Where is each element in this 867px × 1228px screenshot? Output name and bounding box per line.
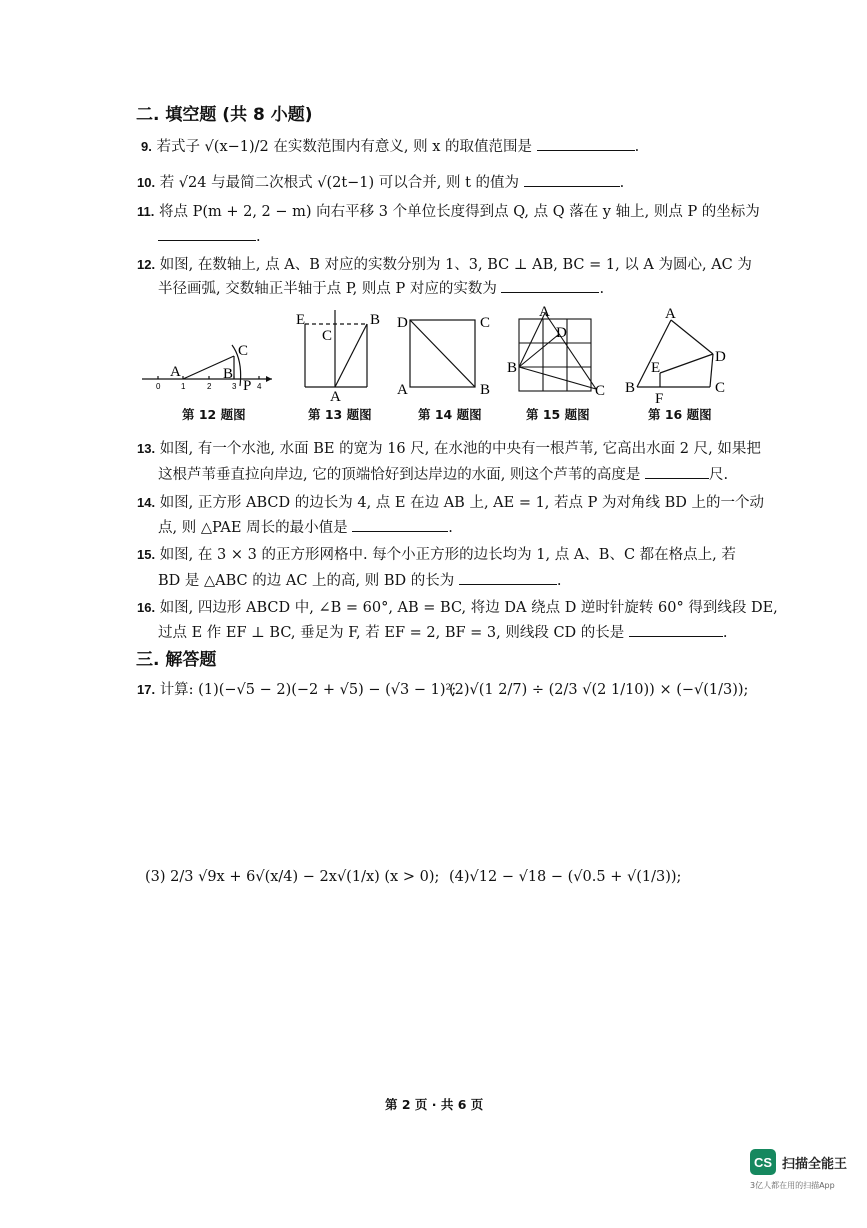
- label-C: C: [595, 383, 606, 399]
- answer-blank[interactable]: [537, 136, 635, 151]
- answer-blank[interactable]: [501, 278, 599, 293]
- label-D: D: [715, 349, 726, 365]
- label-F: F: [655, 391, 664, 405]
- answer-blank[interactable]: [158, 226, 256, 241]
- caption-figure-14: 第 14 题图: [418, 407, 482, 422]
- label-D: D: [556, 325, 567, 341]
- watermark-name: 扫描全能王: [782, 1156, 848, 1172]
- question-16-line2: 过点 E 作 EF ⊥ BC, 垂足为 F, 若 EF = 2, BF = 3, 则线段 CD 的长是 .: [158, 622, 728, 642]
- question-11-line2: .: [158, 226, 261, 246]
- question-number: 11.: [137, 204, 155, 219]
- figure-12: [142, 345, 272, 386]
- caption-figure-15: 第 15 题图: [526, 407, 590, 422]
- label-B: B: [480, 382, 491, 398]
- question-text: 如图, 在 3 × 3 的正方形网格中. 每个小正方形的边长均为 1, 点 A、B、C 都在格点上, 若: [159, 547, 736, 563]
- question-15-line2: BD 是 △ABC 的边 AC 上的高, 则 BD 的长为 .: [158, 570, 561, 590]
- label-E: E: [296, 312, 306, 328]
- question-text: 若式子 √(x−1)/2 在实数范围内有意义, 则 x 的取值范围是: [156, 139, 532, 155]
- camscanner-logo-icon: CS: [750, 1149, 776, 1175]
- question-17-part-2: (2)√(1 2/7) ÷ (2/3 √(2 1/10)) × (−√(1/3));: [449, 682, 749, 698]
- watermark-tagline: 3亿人都在用的扫描App: [750, 1181, 835, 1190]
- tick-3: 3: [232, 382, 237, 391]
- question-number: 9.: [141, 139, 152, 154]
- question-14-line2: 点, 则 △PAE 周长的最小值是 .: [158, 517, 453, 537]
- question-number: 15.: [137, 547, 156, 562]
- caption-figure-13: 第 13 题图: [308, 407, 372, 422]
- question-10: 10. 若 √24 与最简二次根式 √(2t−1) 可以合并, 则 t 的值为 .: [137, 172, 624, 192]
- tick-4: 4: [257, 382, 262, 391]
- question-17: [137, 681, 456, 699]
- caption-figure-12: 第 12 题图: [182, 407, 246, 422]
- question-13: [137, 440, 761, 458]
- question-text: 若 √24 与最简二次根式 √(2t−1) 可以合并, 则 t 的值为: [159, 175, 520, 191]
- question-text: 如图, 正方形 ABCD 的边长为 4, 点 E 在边 AB 上, AE = 1, 若点 P 为对角线 BD 上的一个动: [159, 495, 764, 511]
- question-number: 14.: [137, 495, 156, 510]
- label-D: D: [397, 315, 408, 331]
- question-number: 12.: [137, 257, 156, 272]
- label-A: A: [665, 306, 676, 322]
- question-12-line2: 半径画弧, 交数轴正半轴于点 P, 则点 P 对应的实数为 .: [158, 278, 604, 298]
- question-number: 17.: [137, 682, 156, 697]
- label-B: B: [370, 312, 381, 328]
- question-15: [137, 546, 736, 564]
- section-title-solutions: 三. 解答题: [136, 650, 217, 670]
- question-number: 10.: [137, 175, 156, 190]
- label-B: B: [507, 360, 518, 376]
- label-C: C: [238, 343, 249, 359]
- question-17-part-3: (3) 2/3 √9x + 6√(x/4) − 2x√(1/x) (x > 0);: [145, 869, 440, 885]
- question-text: 如图, 四边形 ABCD 中, ∠B = 60°, AB = BC, 将边 DA 绕点 D 逆时针旋转 60° 得到线段 DE,: [159, 600, 778, 616]
- question-9: 9. 若式子 √(x−1)/2 在实数范围内有意义, 则 x 的取值范围是 .: [141, 136, 639, 156]
- label-P: P: [243, 378, 252, 394]
- question-12: [137, 256, 752, 274]
- label-C: C: [322, 328, 333, 344]
- label-E: E: [651, 360, 661, 376]
- question-14: [137, 494, 764, 512]
- scanner-watermark: [750, 1149, 847, 1175]
- question-13-line2: 这根芦苇垂直拉向岸边, 它的顶端恰好到达岸边的水面, 则这个芦苇的高度是 尺.: [158, 464, 728, 484]
- answer-blank[interactable]: [524, 172, 620, 187]
- label-C: C: [715, 380, 726, 396]
- label-B: B: [625, 380, 636, 396]
- question-text: 如图, 有一个水池, 水面 BE 的宽为 16 尺, 在水池的中央有一根芦苇, 它高出水面 2 尺, 如果把: [159, 441, 761, 457]
- question-11: [137, 203, 760, 221]
- caption-figure-16: 第 16 题图: [648, 407, 712, 422]
- label-A: A: [330, 389, 341, 405]
- label-A: A: [170, 364, 181, 380]
- label-C: C: [480, 315, 491, 331]
- label-A: A: [397, 382, 408, 398]
- section-title-fill-in: 二. 填空题 (共 8 小题): [136, 105, 313, 125]
- figures-row: [130, 300, 750, 405]
- answer-blank[interactable]: [645, 464, 709, 479]
- figure-16: [637, 320, 713, 387]
- question-number: 16.: [137, 600, 156, 615]
- question-number: 13.: [137, 441, 156, 456]
- question-17-part-1: 计算: (1)(−√5 − 2)(−2 + √5) − (√3 − 1)²;: [159, 682, 457, 698]
- answer-blank[interactable]: [352, 517, 448, 532]
- page-footer: 第 2 页 · 共 6 页: [385, 1097, 484, 1112]
- question-text: 将点 P(m + 2, 2 − m) 向右平移 3 个单位长度得到点 Q, 点 Q 落在 y 轴上, 则点 P 的坐标为: [158, 204, 760, 220]
- label-A: A: [539, 304, 550, 320]
- tick-2: 2: [207, 382, 212, 391]
- tick-1: 1: [181, 382, 186, 391]
- label-B: B: [223, 366, 234, 382]
- figure-14: [410, 320, 475, 387]
- figure-13: [305, 310, 367, 387]
- question-17-part-4: (4)√12 − √18 − (√0.5 + √(1/3));: [449, 869, 682, 885]
- question-text: 如图, 在数轴上, 点 A、B 对应的实数分别为 1、3, BC ⊥ AB, BC = 1, 以 A 为圆心, AC 为: [159, 257, 752, 273]
- tick-0: 0: [156, 382, 161, 391]
- question-16: [137, 599, 778, 617]
- answer-blank[interactable]: [629, 622, 723, 637]
- answer-blank[interactable]: [459, 570, 557, 585]
